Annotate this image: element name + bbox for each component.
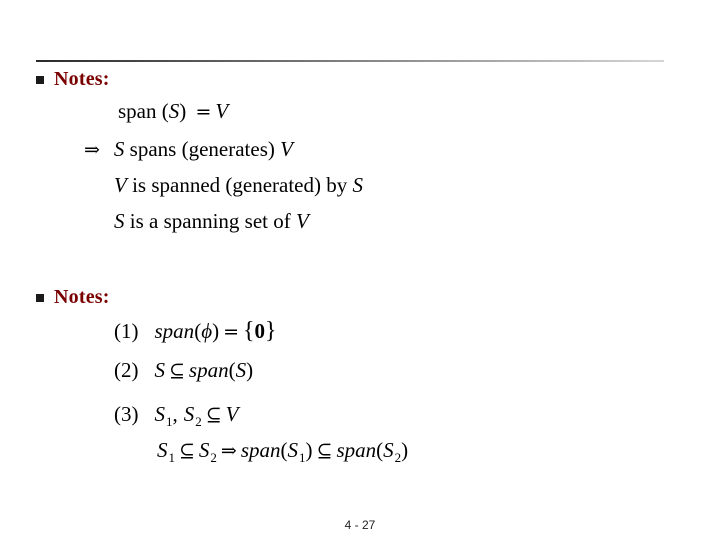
span-word: span [154, 319, 195, 343]
paren: ) [212, 319, 220, 343]
notes-label: Notes: [54, 285, 110, 308]
paren: ) [246, 358, 254, 382]
square-bullet-icon [36, 76, 44, 84]
subscript: 2 [394, 450, 402, 465]
symbol-V: V [280, 137, 293, 161]
span-word: span [188, 358, 229, 382]
paren: ) [305, 438, 313, 462]
symbol-S: S [168, 99, 180, 123]
symbol-S: S [154, 402, 165, 426]
square-bullet-icon [36, 294, 44, 302]
symbol-S: S [287, 438, 299, 462]
symbol-V: V [215, 99, 229, 123]
note-item-2 [114, 357, 253, 384]
symbol-V: V [295, 209, 309, 233]
top-rule [36, 60, 664, 62]
equals-sign: = [223, 321, 239, 343]
subscript: 1 [299, 450, 306, 465]
span-word: span [336, 438, 377, 462]
spans-text: spans (generates) [124, 137, 281, 161]
symbol-S: S [383, 438, 394, 462]
symbol-V: V [114, 173, 127, 197]
symbol-S: S [157, 438, 168, 462]
span-equation [118, 98, 228, 125]
comma: , [172, 402, 178, 426]
brace: { [242, 318, 255, 344]
implies-arrow: ⇒ [84, 139, 100, 161]
subset-symbol: ⊆ [179, 440, 195, 462]
item-number: (1) [114, 319, 139, 343]
spanning-set-line [114, 208, 309, 234]
item-number: (2) [114, 358, 139, 382]
span-word: span [240, 438, 281, 462]
paren: ( [376, 438, 384, 462]
paren: ( [280, 438, 288, 462]
symbol-S: S [235, 358, 247, 382]
note-item-3 [114, 401, 239, 430]
symbol-phi: ϕ [201, 319, 213, 343]
symbol-S: S [154, 358, 165, 382]
subset-symbol: ⊆ [205, 404, 222, 426]
equals-sign: = [195, 101, 212, 123]
paren: ) [401, 438, 409, 462]
symbol-S: S [198, 438, 210, 462]
subscript: 1 [166, 414, 173, 429]
spanning-set-text: is a spanning set of [124, 209, 296, 233]
zero-vector: 0 [254, 319, 266, 343]
implies-arrow: ⇒ [220, 440, 237, 462]
notes-label: Notes: [54, 67, 110, 90]
notes-heading-2 [36, 284, 110, 310]
paren: ( [228, 358, 236, 382]
note-item-3-implication [157, 437, 408, 466]
subset-symbol: ⊆ [169, 360, 185, 382]
paren: ( [194, 319, 202, 343]
subscript: 1 [168, 450, 175, 465]
subset-symbol: ⊆ [316, 440, 333, 462]
page-number: 4 - 27 [344, 518, 376, 532]
symbol-S: S [114, 209, 125, 233]
note-item-1 [114, 318, 277, 345]
symbol-S: S [352, 173, 363, 197]
span-word: span [118, 99, 157, 123]
item-number: (3) [114, 402, 139, 426]
subscript: 2 [195, 414, 202, 429]
subscript: 2 [210, 450, 217, 465]
symbol-S: S [113, 137, 125, 161]
symbol-V: V [225, 402, 239, 426]
symbol-S: S [183, 402, 195, 426]
spans-line [80, 136, 293, 163]
spanned-by-line [114, 172, 363, 198]
paren: ) [179, 99, 192, 123]
brace: } [265, 318, 277, 344]
spanned-text: is spanned (generated) by [126, 173, 353, 197]
paren: ( [156, 99, 169, 123]
notes-heading-1 [36, 66, 110, 92]
